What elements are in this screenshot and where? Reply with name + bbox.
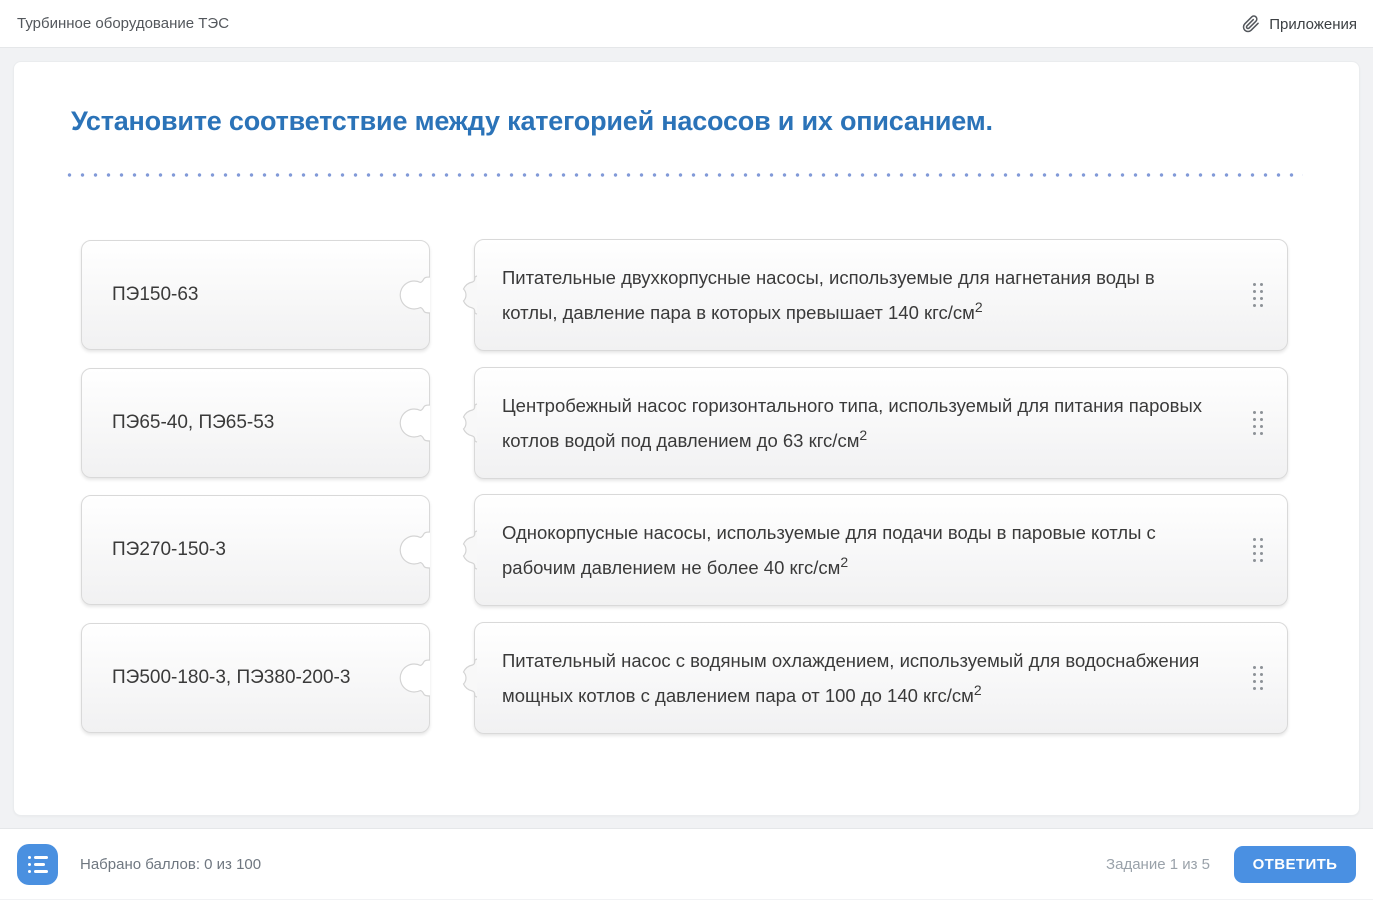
term-label: ПЭ500-180-3, ПЭ380-200-3: [112, 667, 351, 688]
term-label: ПЭ150-63: [112, 284, 199, 305]
question-title: Установите соответствие между категорией насосов и их описанием.: [71, 106, 993, 136]
puzzle-socket-icon: [396, 520, 430, 580]
puzzle-socket-icon: [396, 393, 430, 453]
description-text: Питательный насос с водяным охлаждением, используемый для водоснабжения мощных котлов с давлением пара от 100 до 140 кгс/$см^2$: [502, 650, 1200, 706]
description-text: Питательные двухкорпусные насосы, используемые для нагнетания воды в котлы, давление пара в которых превышает 140 кгс/$см^2$: [502, 267, 1155, 323]
answer-button[interactable]: ОТВЕТИТЬ: [1234, 846, 1356, 883]
term-label: ПЭ270-150-3: [112, 539, 226, 560]
drag-handle-icon[interactable]: [1253, 538, 1263, 562]
puzzle-socket-icon: [396, 648, 430, 708]
term-card: [81, 495, 430, 605]
match-row: [14, 494, 1361, 606]
puzzle-socket-icon: [396, 265, 430, 325]
bottom-bar: [0, 828, 1373, 899]
term-card: [81, 368, 430, 478]
description-text: Однокорпусные насосы, используемые для подачи воды в паровые котлы с рабочим давлением не более 40 кгс/$см^2$: [502, 522, 1156, 578]
task-progress-label: Задание 1 из 5: [1106, 856, 1210, 873]
drag-handle-icon[interactable]: [1253, 411, 1263, 435]
list-icon: [28, 856, 48, 873]
paperclip-icon: [1242, 15, 1260, 33]
score-label: Набрано баллов: 0 из 100: [80, 856, 262, 873]
puzzle-knob-icon: [460, 393, 484, 453]
match-row: [14, 239, 1361, 351]
outline-menu-button[interactable]: [17, 844, 58, 885]
description-card[interactable]: [474, 494, 1288, 606]
attachments-label: Приложения: [1269, 15, 1357, 33]
description-card[interactable]: [474, 239, 1288, 351]
description-text: Центробежный насос горизонтального типа, используемый для питания паровых котлов водой под давлением до 63 кгс/$см^2$: [502, 395, 1203, 451]
drag-handle-icon[interactable]: [1253, 666, 1263, 690]
description-card[interactable]: [474, 367, 1288, 479]
attachments-button[interactable]: [1242, 0, 1357, 48]
term-label: ПЭ65-40, ПЭ65-53: [112, 412, 275, 433]
course-title: Турбинное оборудование ТЭС: [17, 15, 230, 32]
term-card: [81, 240, 430, 350]
description-card[interactable]: [474, 622, 1288, 734]
term-card: [81, 623, 430, 733]
puzzle-knob-icon: [460, 520, 484, 580]
question-panel: [13, 61, 1360, 816]
drag-handle-icon[interactable]: [1253, 283, 1263, 307]
match-row: [14, 367, 1361, 479]
dotted-separator: [63, 172, 1303, 178]
match-row: [14, 622, 1361, 734]
puzzle-knob-icon: [460, 265, 484, 325]
top-bar: [0, 0, 1373, 48]
puzzle-knob-icon: [460, 648, 484, 708]
